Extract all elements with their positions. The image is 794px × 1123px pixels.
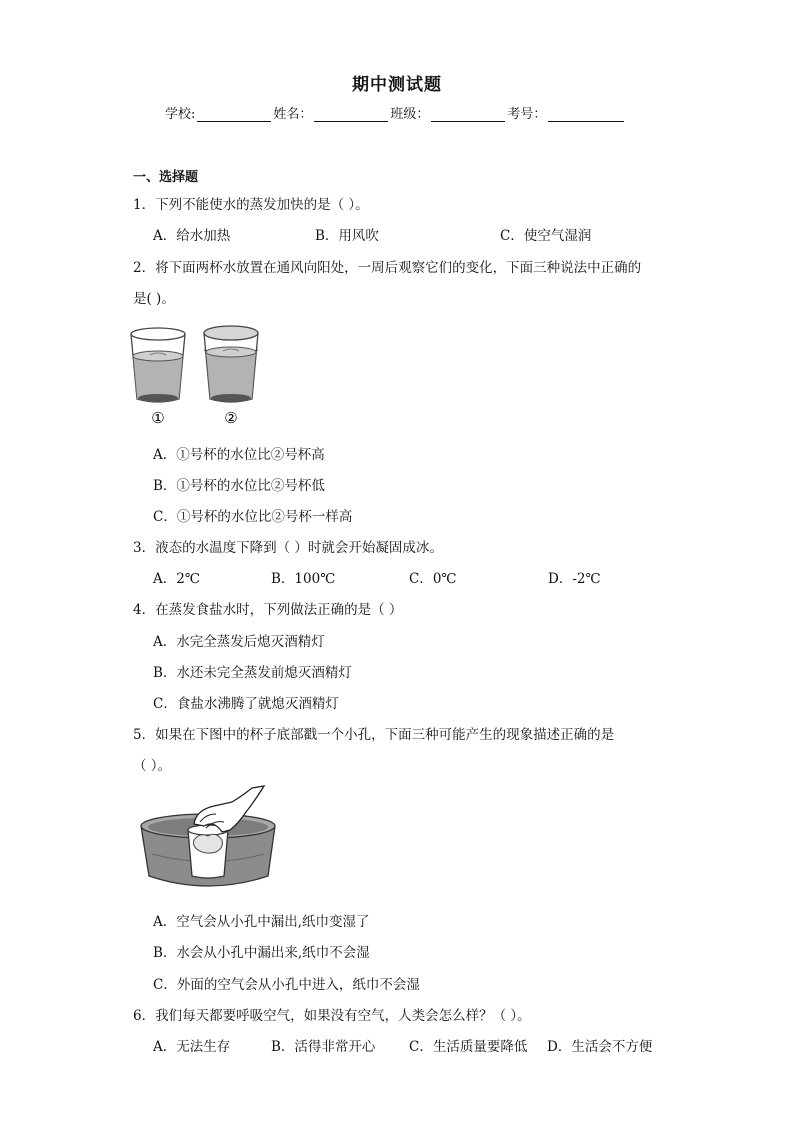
q4-option-a[interactable]: A．水完全蒸发后熄灭酒精灯 [153, 634, 325, 650]
q6-option-d[interactable]: D．生活会不方便 [547, 1039, 653, 1055]
q1-option-b[interactable]: B．用风吹 [315, 228, 379, 244]
cup-in-basin-figure [134, 784, 284, 896]
q3-option-d[interactable]: D．-2℃ [548, 571, 601, 587]
class-blank[interactable] [431, 107, 505, 122]
q2-option-c[interactable]: C．①号杯的水位比②号杯一样高 [153, 509, 353, 525]
q4-option-b[interactable]: B．水还未完全蒸发前熄灭酒精灯 [153, 665, 352, 681]
question-2-stem-line1: 2．将下面两杯水放置在通风向阳处，一周后观察它们的变化，下面三种说法中正确的 [133, 260, 642, 276]
question-1-stem: 1．下列不能使水的蒸发加快的是（ ）。 [133, 197, 369, 213]
question-2-stem-line2: 是( )。 [133, 291, 175, 307]
question-5-stem-line2: （ ）。 [133, 758, 172, 774]
q6-option-c[interactable]: C．生活质量要降低 [409, 1039, 528, 1055]
question-3-stem: 3．液态的水温度下降到（ ）时就会开始凝固成冰。 [133, 540, 443, 556]
student-info-row [165, 103, 626, 122]
q2-option-b[interactable]: B．①号杯的水位比②号杯低 [153, 478, 325, 494]
q1-option-c[interactable]: C．使空气湿润 [500, 228, 592, 244]
school-label: 学校: [165, 107, 196, 122]
q6-option-b[interactable]: B．活得非常开心 [271, 1039, 376, 1055]
q5-option-b[interactable]: B．水会从小孔中漏出来,纸巾不会湿 [153, 945, 370, 961]
q3-option-a[interactable]: A．2℃ [153, 571, 200, 587]
cup-1-icon [131, 328, 185, 402]
question-6-stem: 6．我们每天都要呼吸空气，如果没有空气，人类会怎么样？（ ）。 [133, 1008, 531, 1024]
q2-option-a[interactable]: A．①号杯的水位比②号杯高 [153, 447, 325, 463]
q3-option-c[interactable]: C．0℃ [409, 571, 457, 587]
section-heading: 一、选择题 [133, 170, 199, 185]
q6-option-a[interactable]: A．无法生存 [153, 1039, 231, 1055]
cup-1-label: ① [151, 409, 165, 427]
class-label: 班级： [390, 107, 430, 122]
cup-2-label: ② [224, 409, 238, 427]
school-blank[interactable] [197, 107, 271, 122]
q1-option-a[interactable]: A．给水加热 [153, 228, 231, 244]
question-5-stem-line1: 5．如果在下图中的杯子底部戳一个小孔，下面三种可能产生的现象描述正确的是 [133, 727, 615, 743]
q3-option-b[interactable]: B．100℃ [271, 571, 336, 587]
name-blank[interactable] [314, 107, 388, 122]
number-blank[interactable] [548, 107, 624, 122]
q5-option-c[interactable]: C．外面的空气会从小孔中进入，纸巾不会湿 [153, 977, 420, 993]
question-4-stem: 4．在蒸发食盐水时，下列做法正确的是（ ） [133, 602, 403, 618]
cup-2-icon [204, 326, 258, 402]
name-label: 姓名： [273, 107, 313, 122]
page-title: 期中测试题 [352, 75, 442, 95]
two-cups-figure [128, 322, 268, 430]
q5-option-a[interactable]: A．空气会从小孔中漏出,纸巾变湿了 [153, 914, 370, 930]
number-label: 考号： [507, 107, 547, 122]
q4-option-c[interactable]: C．食盐水沸腾了就熄灭酒精灯 [153, 696, 339, 712]
